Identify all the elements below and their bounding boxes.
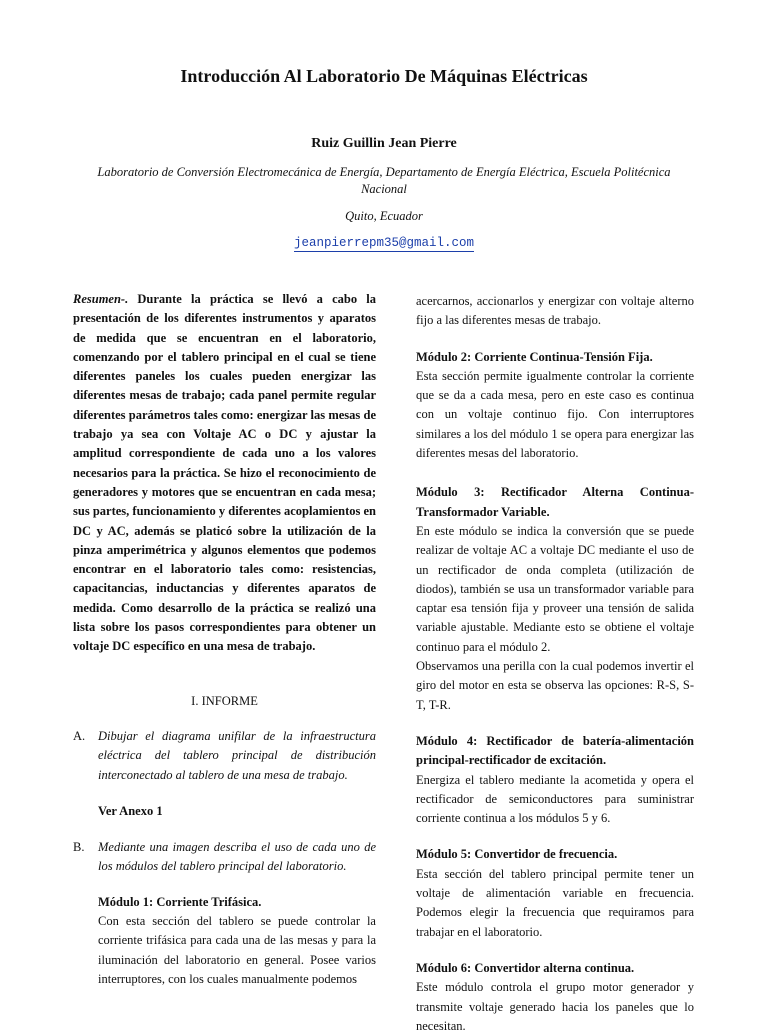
module-3-text: En este módulo se indica la conversión que se puede realizar de voltaje AC a voltaje DC mediante el uso de un rectificador de onda completa (utilización de diodos), también se usa un transformador variable para captar esa tensión fija y proveer una tensión de salida variable ajustable. Mediante esto se obtiene el voltaje continuo para el módulo 2. [416, 523, 694, 654]
item-a-marker: A. [73, 728, 86, 743]
right-column [416, 292, 694, 1036]
location: Quito, Ecuador [345, 209, 423, 223]
module-6-text: Este módulo controla el grupo motor generador y transmite voltaje generado hacia los paneles que lo necesitan. [416, 980, 694, 1033]
module-1-text: Con esta sección del tablero se puede controlar la corriente trifásica para cada una de las mesas y para la iluminación del laboratorio en general. Posee varios interruptores, con los cuales manualmente podemos [98, 914, 376, 986]
abstract-label: Resumen-. [73, 292, 129, 306]
module-5-text: Esta sección del tablero principal permite tener un voltaje de alimentación variable en frecuencia. Podemos elegir la frecuencia que requiramos para trabajar en el laboratorio. [416, 866, 694, 939]
author-name: Ruiz Guillin Jean Pierre [311, 136, 457, 151]
module-1-title: Módulo 1: Corriente Trifásica. [98, 894, 262, 909]
paper-title: Introducción Al Laboratorio De Máquinas Eléctricas [180, 66, 588, 86]
section-heading: I. INFORME [191, 693, 258, 708]
module-2-text: Esta sección permite igualmente controlar la corriente que se da a cada mesa, pero en este caso es continua con un voltaje continuo fijo. Con interruptores similares a los del módulo 1 se opera para energizar las diferentes mesas del laboratorio. [416, 368, 694, 461]
module-6 [416, 959, 694, 1036]
module-3-title-line2: Transformador Variable. [416, 504, 550, 519]
module-2-title: Módulo 2: Corriente Continua-Tensión Fija. [416, 349, 653, 364]
affiliation: Laboratorio de Conversión Electromecánica de Energía, Departamento de Energía Eléctrica, Escuela Politécnica Nacional [97, 165, 671, 196]
abstract [73, 290, 376, 657]
list-item-b [73, 838, 376, 877]
module-4-title: Módulo 4: Rectificador de batería-alimentación principal-rectificador de excitación. [416, 733, 694, 768]
left-column [73, 290, 376, 989]
module-3-text-2: Observamos una perilla con la cual podemos invertir el giro del motor en esta se observa las opciones: R-S, S-T, T-R. [416, 659, 694, 712]
item-b-marker: B. [73, 840, 85, 855]
email-link-container [0, 236, 768, 250]
module-3 [416, 483, 694, 715]
module-1-continued: acercarnos, accionarlos y energizar con voltaje alterno fijo a las diferentes mesas de trabajo. [416, 294, 694, 328]
module-5-title: Módulo 5: Convertidor de frecuencia. [416, 847, 618, 862]
item-a-text: Dibujar el diagrama unifilar de la infraestructura eléctrica del tablero principal de distribución interconectado al tablero de una mesa de trabajo. [98, 728, 376, 782]
abstract-text: Durante la práctica se llevó a cabo la presentación de los diferentes instrumentos y aparatos de medida que se encuentran en el laboratorio, comenzando por el tablero principal en el cual se tiene diferentes paneles los cuales pueden energizar las diferentes mesas de trabajo; cada panel permite regular diferentes parámetros tales como: energizar las mesas de trabajo ya sea con Voltaje AC o DC y ajustar la amplitud correspondiente de cada uno a los valores necesarios para la práctica. Se hizo el reconocimiento de generadores y motores que se encuentran en cada mesa; sus partes, funcionamiento y diferentes acoplamientos en DC y AC, además se platicó sobre la utilización de la pinza amperimétrica y algunos elementos que podemos encontrar en el laboratorio tales como: resistencias, capacitancias, inductancias y diferentes aparatos de medida. Como desarrollo de la práctica se realizó una lista sobre los pasos correspondientes para obtener un voltaje DC específico en una mesa de trabajo. [73, 292, 376, 654]
module-5 [416, 845, 694, 941]
annex-reference: Ver Anexo 1 [98, 803, 163, 818]
module-1 [98, 893, 376, 989]
list-item-a [73, 727, 376, 785]
item-b-text: Mediante una imagen describa el uso de cada uno de los módulos del tablero principal del laboratorio. [98, 840, 376, 874]
email-link[interactable]: jeanpierrepm35@gmail.com [293, 236, 475, 250]
module-3-title: Módulo 3: Rectificador Alterna Continua- [416, 485, 694, 500]
module-2 [416, 348, 694, 464]
module-4 [416, 732, 694, 828]
module-6-title: Módulo 6: Convertidor alterna continua. [416, 960, 635, 975]
module-4-text: Energiza el tablero mediante la acometida y opera el rectificador de semiconductores para suministrar corriente continua a los módulos 5 y 6. [416, 772, 694, 826]
